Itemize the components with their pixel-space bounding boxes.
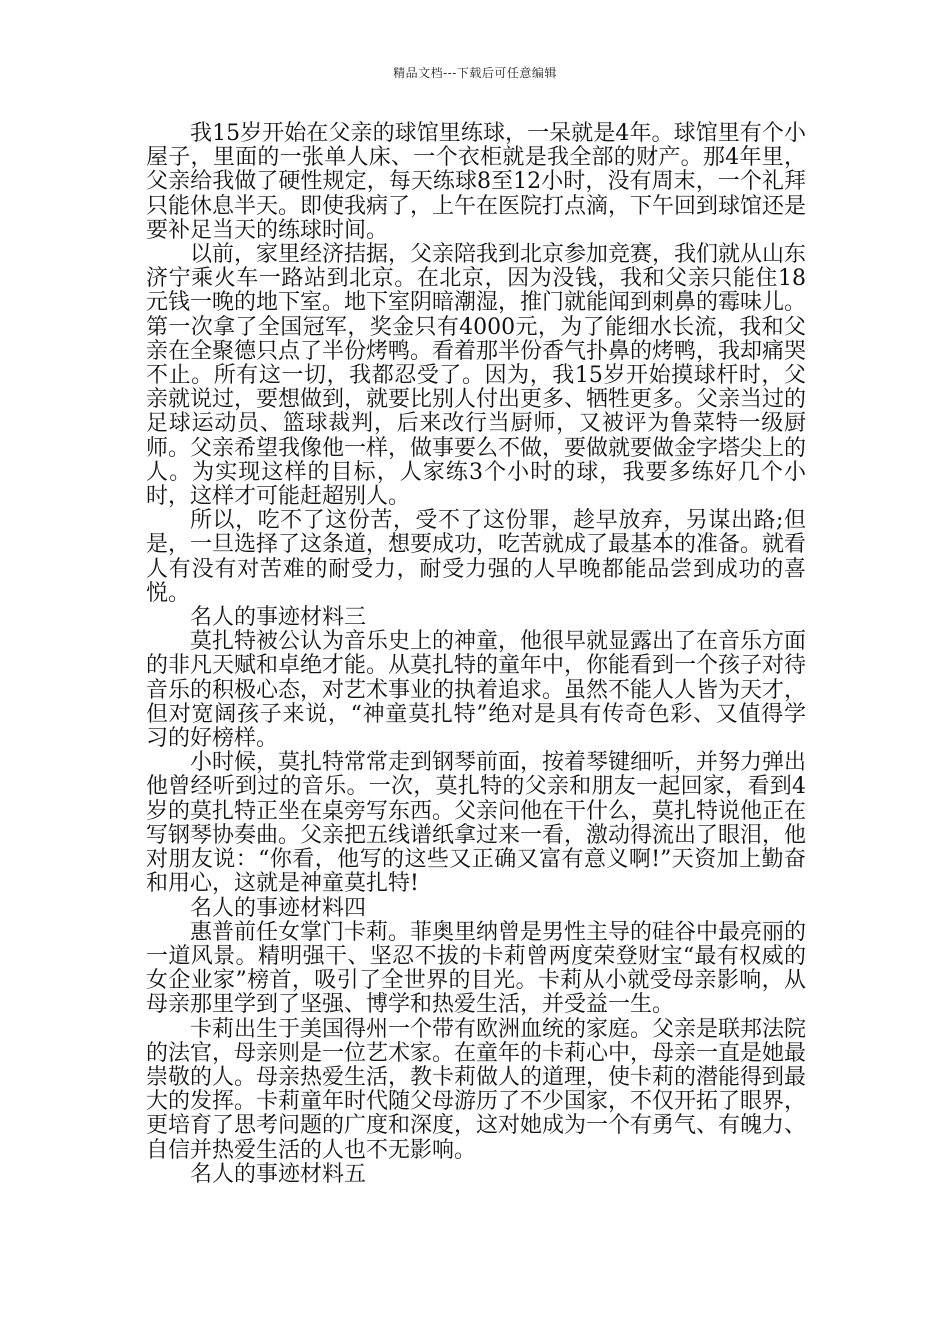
document-body	[146, 122, 806, 1187]
section-heading-3: 名人的事迹材料三	[190, 605, 367, 631]
paragraph-6: 惠普前任女掌门卡莉。菲奥里纳曾是男性主导的硅谷中最亮丽的一道风景。精明强干、坚忍不拔的卡莉曾两度荣登财宝“最有权威的女企业家”榜首，吸引了全世界的目光。卡莉从小就受母亲影响，从母亲那里学到了坚强、博学和热爱生活，并受益一生。	[146, 919, 807, 1018]
page-header: 精品文档---下载后可任意编辑	[393, 66, 557, 80]
paragraph-5: 小时候，莫扎特常常走到钢琴前面，按着琴键细听，并努力弹出他曾经听到过的音乐。一次，莫扎特的父亲和朋友一起回家，看到4岁的莫扎特正坐在桌旁写东西。父亲问他在干什么，莫扎特说他正在写钢琴协奏曲。父亲把五线谱纸拿过来一看，激动得流出了眼泪，他对朋友说：“你看，他写的这些又正确又富有意义啊!”天资加上勤奋和用心，这就是神童莫扎特!	[146, 750, 807, 897]
paragraph-7: 卡莉出生于美国得州一个带有欧洲血统的家庭。父亲是联邦法院的法官，母亲则是一位艺术家。在童年的卡莉心中，母亲一直是她最崇敬的人。母亲热爱生活，教卡莉做人的道理，使卡莉的潜能得到最大的发挥。卡莉童年时代随父母游历了不少国家，不仅开拓了眼界，更培育了思考问题的广度和深度，这对她成为一个有勇气、有魄力、自信并热爱生活的人也不无影响。	[146, 1016, 807, 1163]
paragraph-1: 我15岁开始在父亲的球馆里练球，一呆就是4年。球馆里有个小屋子，里面的一张单人床、一个衣柜就是我全部的财产。那4年里，父亲给我做了硬性规定，每天练球8至12小时，没有周末，一个礼拜只能休息半天。即使我病了，上午在医院打点滴，下午回到球馆还是要补足当天的练球时间。	[146, 121, 807, 243]
paragraph-3: 所以，吃不了这份苦，受不了这份罪，趁早放弃，另谋出路;但是，一旦选择了这条道，想要成功，吃苦就成了最基本的准备。就看人有没有对苦难的耐受力，耐受力强的人早晚都能品尝到成功的喜悦。	[146, 508, 807, 606]
section-heading-5: 名人的事迹材料五	[190, 1161, 367, 1187]
paragraph-2: 以前，家里经济拮据，父亲陪我到北京参加竞赛，我们就从山东济宁乘火车一路站到北京。在北京，因为没钱，我和父亲只能住18元钱一晚的地下室。地下室阴暗潮湿，推门就能闻到刺鼻的霉味儿。第一次拿了全国冠军，奖金只有4000元，为了能细水长流，我和父亲在全聚德只点了半份烤鸭。看着那半份香气扑鼻的烤鸭，我却痛哭不止。所有这一切，我都忍受了。因为，我15岁开始摸球杆时，父亲就说过，要想做到，就要比别人付出更多、牺牲更多。父亲当过的足球运动员、篮球裁判，后来改行当厨师，又被评为鲁菜特一级厨师。父亲希望我像他一样，做事要么不做，要做就要做金字塔尖上的人。为实现这样的目标，人家练3个小时的球，我要多练好几个小时，这样才可能赶超别人。	[146, 242, 807, 510]
paragraph-4: 莫扎特被公认为音乐史上的神童，他很早就显露出了在音乐方面的非凡天赋和卓绝才能。从莫扎特的童年中，你能看到一个孩子对待音乐的积极心态，对艺术事业的执着追求。虽然不能人人皆为天才，但对宽阔孩子来说，“神童莫扎特”绝对是具有传奇色彩、又值得学习的好榜样。	[146, 629, 807, 752]
section-heading-4: 名人的事迹材料四	[190, 895, 367, 921]
